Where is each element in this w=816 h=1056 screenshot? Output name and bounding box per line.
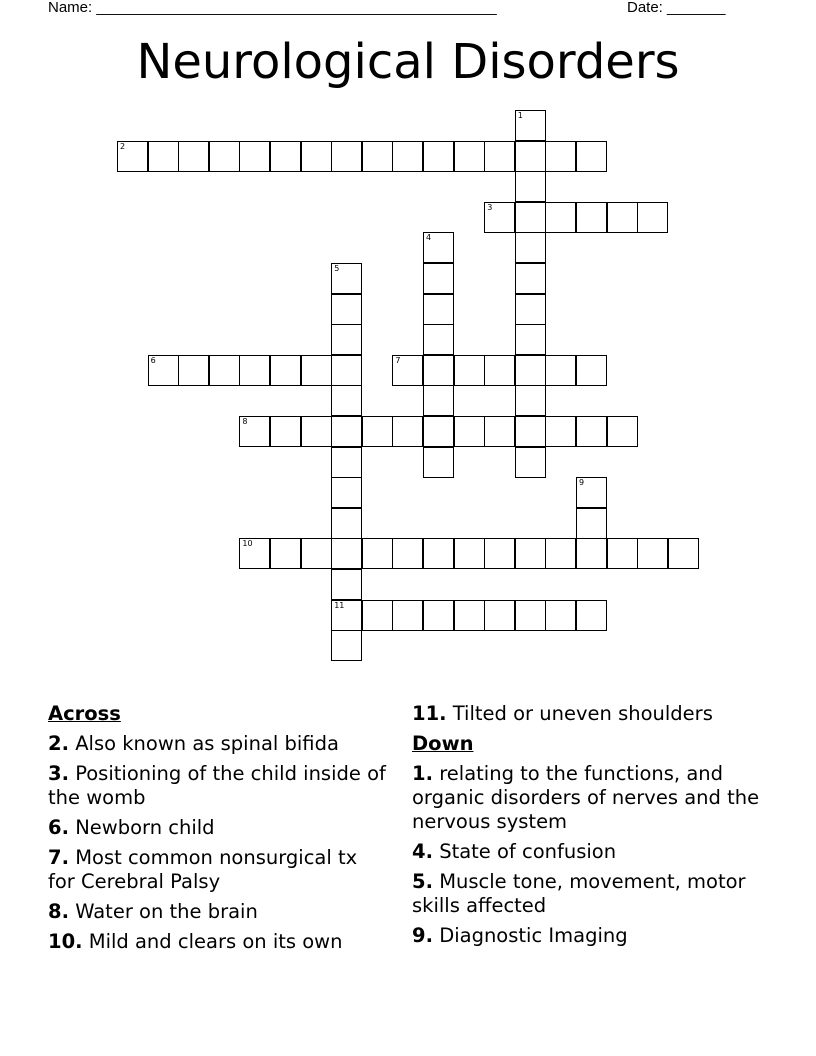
grid-cell[interactable] bbox=[515, 171, 546, 202]
grid-cell[interactable] bbox=[668, 538, 699, 569]
clue-number-label: 7. bbox=[48, 846, 69, 869]
grid-cell[interactable] bbox=[423, 294, 454, 325]
grid-cell[interactable] bbox=[484, 355, 515, 386]
grid-cell[interactable] bbox=[239, 416, 270, 447]
clue-number: 3 bbox=[487, 202, 493, 212]
clue-text: Diagnostic Imaging bbox=[439, 924, 628, 947]
grid-cell[interactable] bbox=[239, 141, 270, 172]
clue-text: Also known as spinal bifida bbox=[75, 732, 339, 755]
grid-cell[interactable] bbox=[423, 600, 454, 631]
grid-cell[interactable] bbox=[484, 141, 515, 172]
clue-number: 6 bbox=[150, 355, 156, 365]
grid-cell[interactable] bbox=[515, 416, 546, 447]
grid-cell[interactable] bbox=[117, 141, 148, 172]
down-heading: Down bbox=[412, 732, 474, 755]
grid-cell[interactable] bbox=[454, 538, 485, 569]
grid-cell[interactable] bbox=[515, 141, 546, 172]
clue-item bbox=[412, 762, 782, 834]
clue-number: 11 bbox=[334, 600, 345, 610]
grid-cell[interactable] bbox=[607, 202, 638, 233]
clue-text: State of confusion bbox=[439, 840, 617, 863]
clue-number-label: 3. bbox=[48, 762, 69, 785]
clue-number: 5 bbox=[334, 264, 340, 273]
grid-cell[interactable] bbox=[239, 355, 270, 386]
clue-text: Newborn child bbox=[75, 816, 215, 839]
grid-cell[interactable] bbox=[484, 600, 515, 631]
grid-cell[interactable] bbox=[576, 141, 607, 172]
grid-cell[interactable] bbox=[270, 538, 301, 569]
clue-number: 7 bbox=[395, 355, 401, 365]
clue-item bbox=[412, 840, 782, 864]
clues-column-left bbox=[48, 702, 388, 960]
clues-column-right bbox=[412, 702, 782, 954]
clue-number-label: 6. bbox=[48, 816, 69, 839]
grid-cell[interactable] bbox=[331, 569, 362, 600]
grid-cell[interactable] bbox=[148, 141, 179, 172]
across-heading: Across bbox=[48, 702, 121, 725]
grid-cell[interactable] bbox=[515, 294, 546, 325]
grid-cell[interactable] bbox=[423, 416, 454, 447]
grid-cell[interactable] bbox=[148, 355, 179, 386]
clue-number: 10 bbox=[242, 539, 253, 549]
grid-cell[interactable] bbox=[515, 600, 546, 631]
grid-cell[interactable] bbox=[484, 416, 515, 447]
grid-cell[interactable] bbox=[454, 355, 485, 386]
puzzle-title: Neurological Disorders bbox=[136, 34, 680, 90]
down-clue-list bbox=[412, 762, 782, 948]
grid-cell[interactable] bbox=[239, 538, 270, 569]
grid-cell[interactable] bbox=[454, 416, 485, 447]
grid-cell[interactable] bbox=[362, 600, 393, 631]
grid-cell[interactable] bbox=[331, 294, 362, 325]
grid-cell[interactable] bbox=[515, 232, 546, 263]
grid-cell[interactable] bbox=[301, 538, 332, 569]
clue-number-label: 10. bbox=[48, 930, 83, 953]
grid-cell[interactable] bbox=[454, 600, 485, 631]
grid-cell[interactable] bbox=[331, 508, 362, 539]
grid-cell[interactable] bbox=[392, 355, 423, 386]
grid-cell[interactable] bbox=[576, 416, 607, 447]
grid-cell[interactable] bbox=[545, 538, 576, 569]
grid-cell[interactable] bbox=[423, 385, 454, 416]
grid-cell[interactable] bbox=[515, 538, 546, 569]
clue-number-label: 11. bbox=[412, 702, 447, 725]
clue-number-label: 8. bbox=[48, 900, 69, 923]
clue-number: 9 bbox=[579, 478, 585, 488]
grid-cell[interactable] bbox=[454, 141, 485, 172]
grid-cell[interactable] bbox=[301, 141, 332, 172]
grid-cell[interactable] bbox=[545, 202, 576, 233]
grid-cell[interactable] bbox=[362, 416, 393, 447]
clue-item bbox=[48, 762, 388, 810]
grid-cell[interactable] bbox=[423, 232, 454, 263]
clue-number-label: 1. bbox=[412, 762, 433, 785]
grid-cell[interactable] bbox=[331, 355, 362, 386]
grid-cell[interactable] bbox=[301, 355, 332, 386]
name-field[interactable]: Name: ________________________________________________ bbox=[48, 0, 497, 16]
grid-cell[interactable] bbox=[392, 600, 423, 631]
clue-text: Positioning of the child inside of the womb bbox=[48, 762, 386, 809]
grid-cell[interactable] bbox=[270, 416, 301, 447]
grid-cell[interactable] bbox=[331, 477, 362, 508]
clue-number: 1 bbox=[517, 111, 523, 120]
grid-cell[interactable] bbox=[423, 538, 454, 569]
clue-item bbox=[412, 924, 782, 948]
grid-cell[interactable] bbox=[607, 416, 638, 447]
date-field[interactable]: Date: _______ bbox=[627, 0, 726, 16]
clue-item bbox=[48, 732, 388, 756]
grid-cell[interactable] bbox=[270, 355, 301, 386]
grid-cell[interactable] bbox=[545, 600, 576, 631]
clue-item bbox=[48, 846, 388, 894]
grid-cell[interactable] bbox=[515, 202, 546, 233]
grid-cell[interactable] bbox=[484, 538, 515, 569]
grid-cell[interactable] bbox=[301, 416, 332, 447]
grid-cell[interactable] bbox=[331, 416, 362, 447]
grid-cell[interactable] bbox=[331, 263, 362, 294]
clue-number-label: 5. bbox=[412, 870, 433, 893]
grid-cell[interactable] bbox=[576, 600, 607, 631]
grid-cell[interactable] bbox=[515, 355, 546, 386]
grid-cell[interactable] bbox=[576, 477, 607, 508]
grid-cell[interactable] bbox=[423, 447, 454, 478]
grid-cell[interactable] bbox=[545, 355, 576, 386]
grid-cell[interactable] bbox=[331, 630, 362, 661]
grid-cell[interactable] bbox=[515, 447, 546, 478]
grid-cell[interactable] bbox=[484, 202, 515, 233]
grid-cell[interactable] bbox=[515, 324, 546, 355]
grid-cell[interactable] bbox=[362, 141, 393, 172]
grid-cell[interactable] bbox=[423, 355, 454, 386]
grid-cell[interactable] bbox=[515, 385, 546, 416]
grid-cell[interactable] bbox=[545, 416, 576, 447]
grid-cell[interactable] bbox=[515, 263, 546, 294]
clue-number: 2 bbox=[120, 141, 126, 151]
grid-cell[interactable] bbox=[637, 538, 668, 569]
grid-cell[interactable] bbox=[392, 538, 423, 569]
grid-cell[interactable] bbox=[423, 263, 454, 294]
clue-text: relating to the functions, and organic disorders of nerves and the nervous system bbox=[412, 762, 760, 833]
grid-cell[interactable] bbox=[576, 355, 607, 386]
grid-cell[interactable] bbox=[637, 202, 668, 233]
grid-cell[interactable] bbox=[331, 385, 362, 416]
grid-cell[interactable] bbox=[423, 141, 454, 172]
clue-item bbox=[48, 930, 388, 954]
grid-cell[interactable] bbox=[576, 508, 607, 539]
grid-cell[interactable] bbox=[515, 110, 546, 141]
grid-cell[interactable] bbox=[331, 324, 362, 355]
clue-item bbox=[412, 702, 782, 726]
clue-number-label: 2. bbox=[48, 732, 69, 755]
across-clue-list-continued bbox=[412, 702, 782, 726]
grid-cell[interactable] bbox=[423, 324, 454, 355]
grid-cell[interactable] bbox=[576, 202, 607, 233]
grid-cell[interactable] bbox=[209, 355, 240, 386]
clue-number-label: 4. bbox=[412, 840, 433, 863]
grid-cell[interactable] bbox=[270, 141, 301, 172]
grid-cell[interactable] bbox=[209, 141, 240, 172]
grid-cell[interactable] bbox=[545, 141, 576, 172]
grid-cell[interactable] bbox=[331, 447, 362, 478]
grid-cell[interactable] bbox=[331, 141, 362, 172]
clue-number: 4 bbox=[426, 233, 432, 243]
clue-number: 8 bbox=[242, 417, 248, 426]
clue-text: Muscle tone, movement, motor skills affected bbox=[412, 870, 746, 917]
grid-cell[interactable] bbox=[362, 538, 393, 569]
grid-cell[interactable] bbox=[331, 600, 362, 631]
clue-item bbox=[48, 900, 388, 924]
grid-cell[interactable] bbox=[331, 538, 362, 569]
grid-cell[interactable] bbox=[607, 538, 638, 569]
clue-text: Water on the brain bbox=[75, 900, 258, 923]
across-clue-list bbox=[48, 732, 388, 954]
clue-item bbox=[412, 870, 782, 918]
clue-number-label: 9. bbox=[412, 924, 433, 947]
clue-item bbox=[48, 816, 388, 840]
grid-cell[interactable] bbox=[178, 141, 209, 172]
clue-text: Most common nonsurgical tx for Cerebral Palsy bbox=[48, 846, 358, 893]
grid-cell[interactable] bbox=[392, 141, 423, 172]
clue-text: Mild and clears on its own bbox=[88, 930, 343, 953]
grid-cell[interactable] bbox=[178, 355, 209, 386]
clue-text: Tilted or uneven shoulders bbox=[452, 702, 713, 725]
grid-cell[interactable] bbox=[392, 416, 423, 447]
grid-cell[interactable] bbox=[576, 538, 607, 569]
